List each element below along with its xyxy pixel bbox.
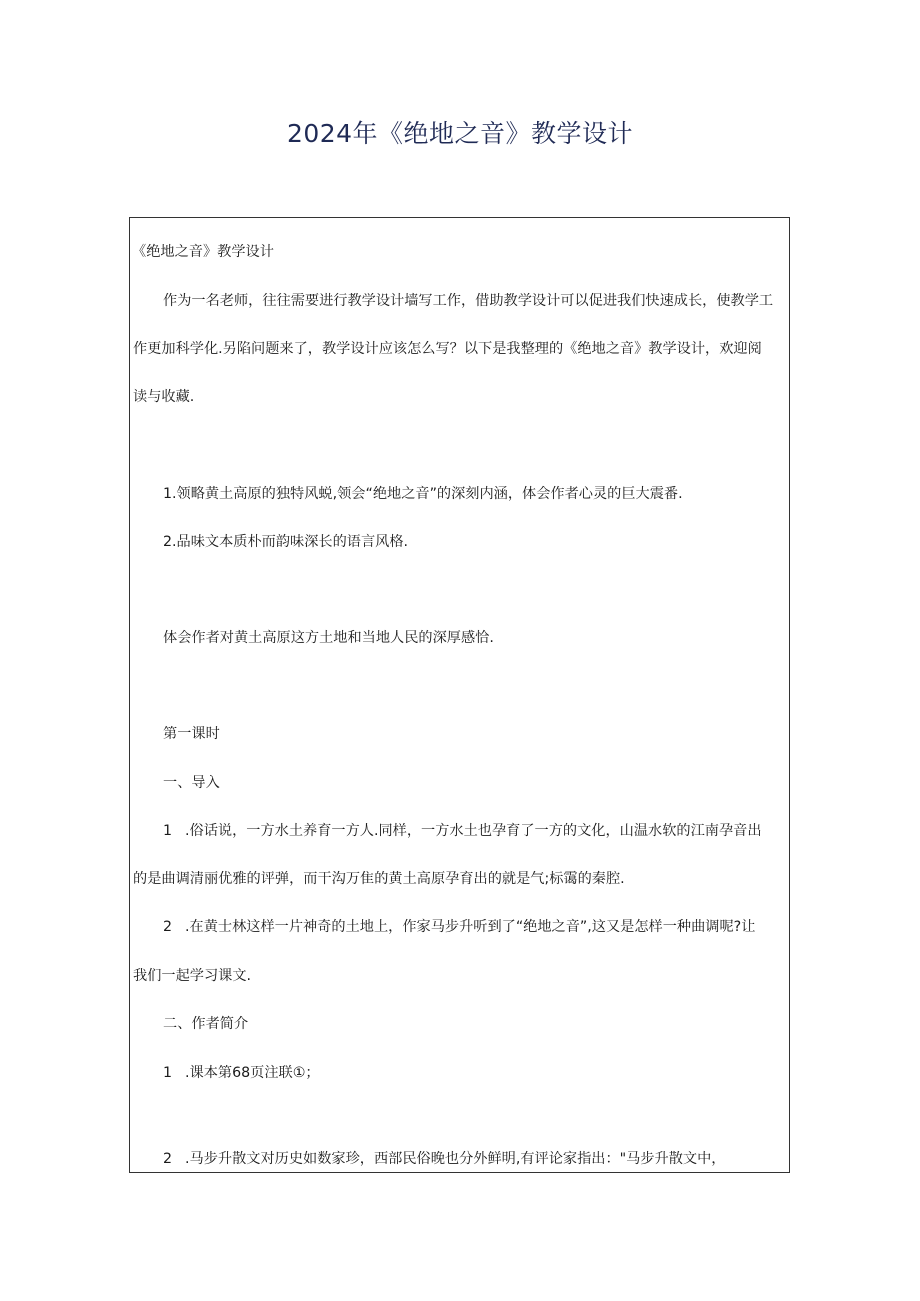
author-item-1-text: .课本第68页注联①； [185, 1065, 320, 1081]
intro-item-2-cont: 我们一起学习课文. [133, 968, 252, 984]
item-number: 1 [163, 1065, 173, 1081]
document-title: 2024年《绝地之音》教学设计 [286, 119, 634, 148]
author-item-2 [163, 1149, 726, 1169]
goal-item-2: 2.品味文本质朴而韵味深长的语言风格. [163, 534, 409, 550]
intro-item-2 [163, 917, 755, 937]
intro-item-2-text: .在黄士林这样一片神奇的土地上，作家马步升听到了“绝地之音”,这又是怎样一种曲调呢?让 [185, 919, 756, 935]
section-heading: 《绝地之音》教学设计 [132, 244, 274, 260]
item-number: 2 [163, 1151, 173, 1167]
intro-paragraph-line-3: 读与收藏. [133, 389, 195, 405]
intro-paragraph-line-2: 作更加科学化.另陷问题来了，教学设计应该怎么写？以下是我整理的《绝地之音》教学设计，欢迎阅 [133, 341, 762, 357]
key-point-text: 体会作者对黄土高原这方土地和当地人民的深厚感恰. [163, 630, 494, 646]
intro-item-1 [163, 821, 762, 841]
author-item-2-text: .马步升散文对历史如数家珍，西部民俗晚也分外鲜明,有评论家指出："马步升散文中， [185, 1151, 726, 1167]
author-item-1 [163, 1063, 320, 1083]
item-number: 1 [163, 823, 173, 839]
item-number: 2 [163, 919, 173, 935]
section-author-heading: 二、作者简介 [163, 1016, 249, 1032]
section-intro-heading: 一、导入 [163, 775, 220, 791]
lesson-heading: 第一课时 [163, 726, 220, 742]
intro-paragraph-line-1: 作为一名老师，往往需要进行教学设计墙写工作，借助教学设计可以促进我们快速成长，使教学工 [163, 293, 774, 309]
content-box [129, 217, 790, 1173]
intro-item-1-text: .俗话说，一方水土养育一方人.同样，一方水土也孕育了一方的文化，山温水软的江南孕音出 [185, 823, 762, 839]
intro-item-1-cont: 的是曲调清丽优雅的评弹，而干沟万隹的黄土高原孕育出的就是气;标霭的秦腔. [133, 871, 625, 887]
goal-item-1: 1.领略黄土高原的独特风蜕,领会“绝地之音”的深刻内涵，体会作者心灵的巨大震番. [163, 486, 683, 502]
